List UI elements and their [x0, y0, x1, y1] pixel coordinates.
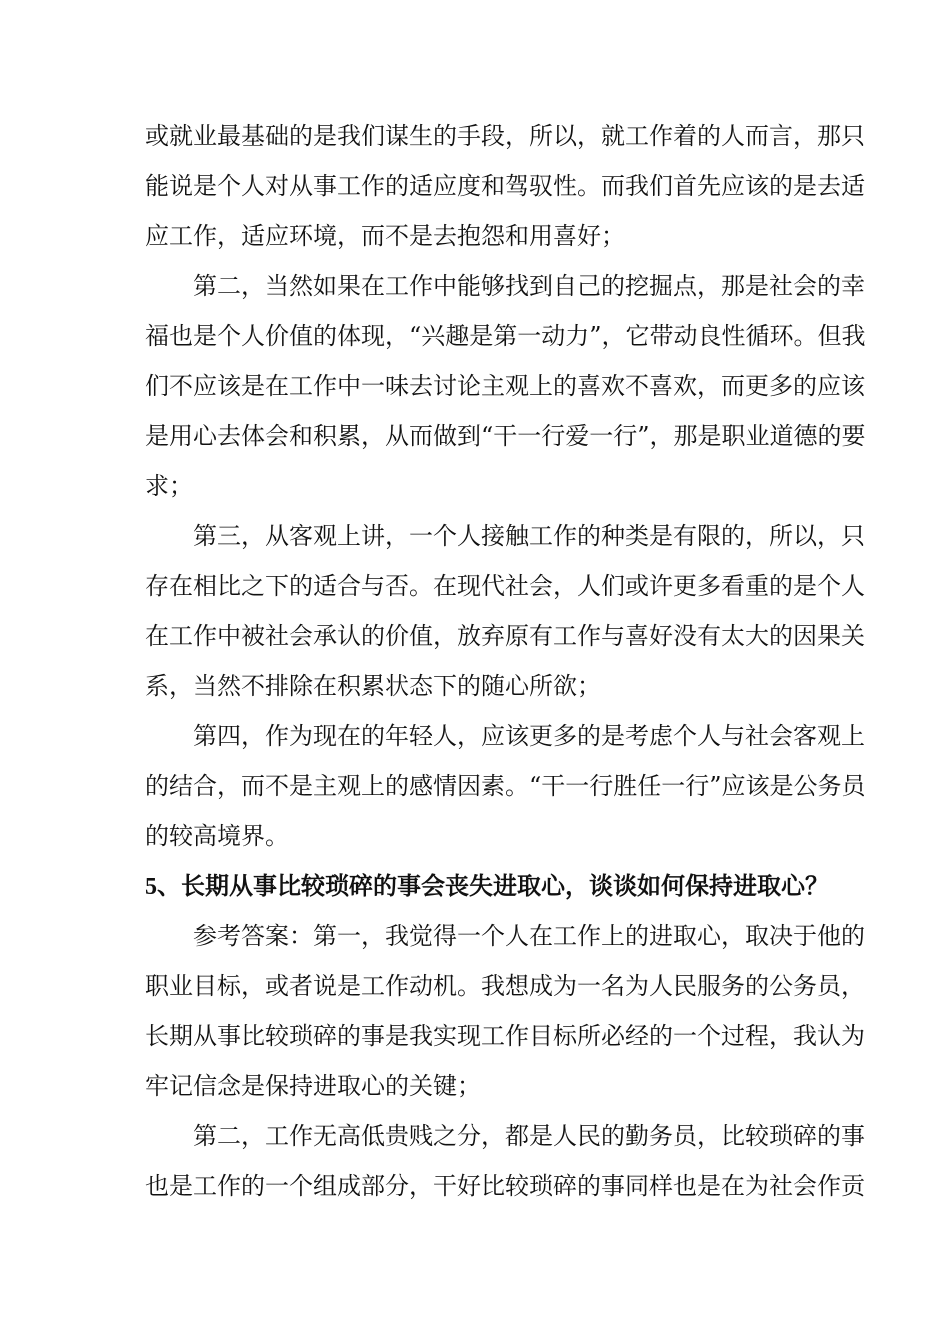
- paragraph-line: 的结合，而不是主观上的感情因素。“干一行胜任一行”应该是公务员: [145, 772, 866, 800]
- paragraph-line: 的较高境界。: [145, 822, 289, 850]
- paragraph-line: 系，当然不排除在积累状态下的随心所欲；: [145, 672, 601, 700]
- paragraph-line: 求；: [145, 472, 193, 500]
- paragraph-line: 长期从事比较琐碎的事是我实现工作目标所必经的一个过程，我认为: [145, 1022, 865, 1050]
- paragraph-line: 第三，从客观上讲，一个人接触工作的种类是有限的，所以，只: [193, 522, 865, 550]
- paragraph-line: 也是工作的一个组成部分，干好比较琐碎的事同样也是在为社会作贡: [145, 1172, 865, 1200]
- paragraph-line: 在工作中被社会承认的价值，放弃原有工作与喜好没有太大的因果关: [145, 622, 865, 650]
- question-separator: 、: [157, 871, 181, 900]
- paragraph-line: 参考答案：第一，我觉得一个人在工作上的进取心，取决于他的: [193, 922, 865, 950]
- paragraph-line: 第二，当然如果在工作中能够找到自己的挖掘点，那是社会的幸: [193, 272, 865, 300]
- paragraph-line: 第四，作为现在的年轻人，应该更多的是考虑个人与社会客观上: [193, 722, 865, 750]
- paragraph-line: 牢记信念是保持进取心的关键；: [145, 1072, 481, 1100]
- paragraph-line: 或就业最基础的是我们谋生的手段，所以，就工作着的人而言，那只: [145, 122, 865, 150]
- question-heading: [145, 871, 829, 901]
- question-number: 5: [145, 874, 157, 900]
- paragraph-line: 是用心去体会和积累，从而做到“干一行爱一行”，那是职业道德的要: [145, 422, 866, 450]
- paragraph-line: 存在相比之下的适合与否。在现代社会，人们或许更多看重的是个人: [145, 572, 865, 600]
- paragraph-line: 福也是个人价值的体现，“兴趣是第一动力”，它带动良性循环。但我: [145, 322, 866, 350]
- paragraph-line: 们不应该是在工作中一味去讨论主观上的喜欢不喜欢，而更多的应该: [145, 372, 865, 400]
- paragraph-line: 职业目标，或者说是工作动机。我想成为一名为人民服务的公务员，: [145, 972, 865, 1000]
- paragraph-line: 第二，工作无高低贵贱之分，都是人民的勤务员，比较琐碎的事: [193, 1122, 865, 1150]
- question-text: 长期从事比较琐碎的事会丧失进取心，谈谈如何保持进取心？: [181, 871, 829, 900]
- paragraph-line: 能说是个人对从事工作的适应度和驾驭性。而我们首先应该的是去适: [145, 172, 865, 200]
- paragraph-line: 应工作，适应环境，而不是去抱怨和用喜好；: [145, 222, 625, 250]
